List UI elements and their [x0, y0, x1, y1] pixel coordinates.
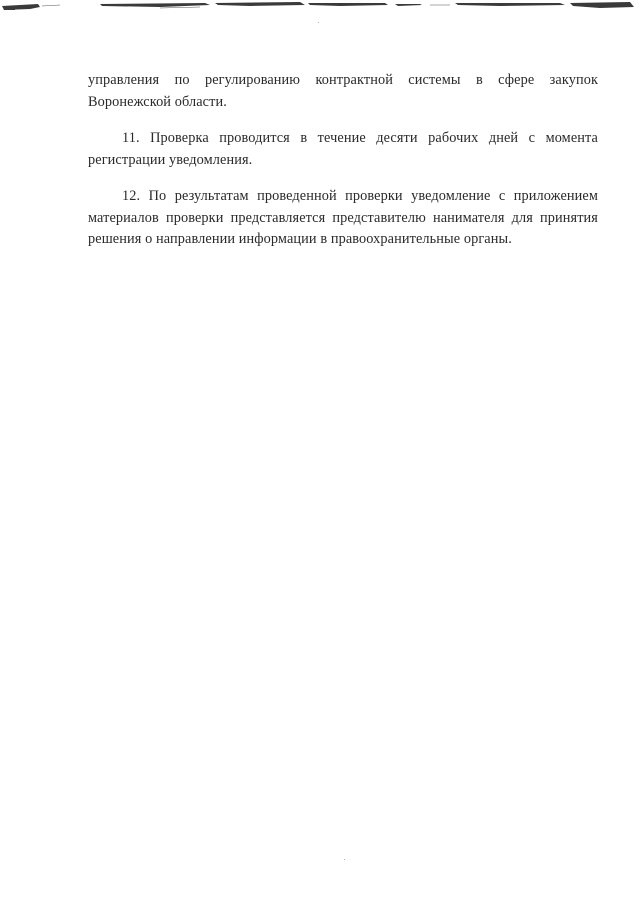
scan-edge-stroke-6 [570, 2, 634, 8]
scan-edge-blot-left-core [5, 6, 15, 10]
paragraph-item-12: 12. По результатам проведенной проверки уведомление с приложением материалов проверки представляется представителю нанимателя для принятия решения о направлении информации в правоохранительные органы. [88, 188, 598, 247]
scan-edge-artifact [0, 0, 640, 14]
scan-edge-stroke-2 [215, 2, 305, 6]
paragraph-item-11: 11. Проверка проводится в течение десяти рабочих дней с момента регистрации уведомления. [88, 130, 598, 168]
scan-edge-stroke-3 [308, 3, 388, 6]
scan-speck [318, 22, 319, 23]
document-body [88, 70, 598, 266]
paragraph-continuation: управления по регулированию контрактной системы в сфере закупок Воронежской области. [88, 72, 598, 110]
scan-speck [344, 859, 345, 860]
scan-edge-stroke-4 [395, 4, 422, 6]
scan-edge-stroke-5 [455, 3, 565, 6]
scan-edge-stroke-1 [100, 3, 210, 7]
